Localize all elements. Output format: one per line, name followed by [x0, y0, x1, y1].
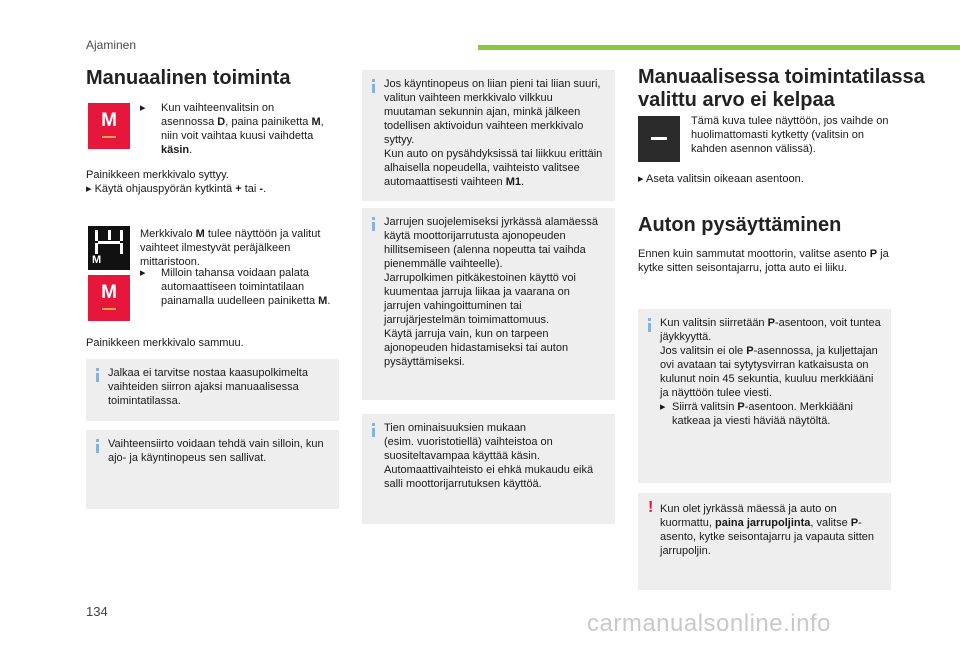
warning-panel-hill — [638, 493, 891, 590]
warning-hill-text: Kun olet jyrkässä mäessä ja auto on kuormattu, paina jarrupoljinta, valitse P-asento, kytke seisontajarru ja vapauta sitten jarrupoljin. — [660, 503, 875, 557]
note-engine-speed-b: Kun auto on pysähdyksissä tai liikkuu erittäin alhaisella nopeudella, vaihteisto valitsee automaattisesti vaihteen M1. — [384, 148, 603, 188]
note-park-c: ▸ Siirrä valitsin P-asentoon. Merkkiääni katkeaa ja viesti häviää näytöltä. — [660, 401, 853, 427]
warning-exclamation-icon: ! — [648, 499, 654, 516]
note-road-b: (esim. vuoristotiellä) vaihteistoa on suositeltavampaa käyttää käsin. — [384, 436, 553, 462]
note-road-a: Tien ominaisuuksien mukaan — [384, 422, 527, 434]
info-marker-line — [372, 84, 375, 93]
note-road-c: Automaattivaihteisto ei ehkä mukaudu eikä salli moottorijarrutuksen käyttöä. — [384, 464, 594, 490]
watermark: carmanualsonline.info — [587, 610, 831, 637]
note-panel-accelerator — [86, 359, 339, 421]
arrow-bullet-icon: ▸ — [638, 173, 646, 185]
note-engine-speed-a: Jos käyntinopeus on liian pieni tai liian suuri, valitun vaihteen merkkivalo vilkkuu muutaman sekunnin ajan, minkä jälkeen todellisen aktivoidun vaihteen merkkivalo syttyy. — [384, 78, 601, 146]
note-park-a: Kun valitsin siirretään P-asentoon, voit tuntea jäykkyyttä. — [660, 317, 881, 343]
note-braking-c: Käytä jarruja vain, kun on tarpeen ajonopeuden hidastamiseksi tai auton pysäyttämiseksi. — [384, 328, 569, 368]
gear-display-icon — [88, 226, 130, 270]
note-engine-braking-text — [384, 215, 605, 369]
dash-indicator — [651, 137, 667, 140]
set-selector-text: ▸ Aseta valitsin oikeaan asentoon. — [638, 173, 804, 185]
note-accelerator-text: Jalkaa ei tarvitse nostaa kaasupolkimelta vaihteiden siirron ajaksi manuaalisessa toimintatilassa. — [108, 367, 308, 407]
note-braking-a: Jarrujen suojelemiseksi jyrkässä alamäessä käytä moottorijarrutusta ajonopeuden hillitsemiseen (alenna nopeutta tai vaihda pienemmälle vaihteelle). — [384, 216, 598, 270]
arrow-bullet-icon: ▸ — [140, 102, 146, 114]
page-number: 134 — [86, 604, 108, 619]
indicator-on-text: Painikkeen merkkivalo syttyy. — [86, 169, 229, 181]
info-marker-line — [96, 373, 99, 382]
invalid-gear-display-icon — [638, 116, 680, 162]
info-marker-icon — [372, 423, 375, 426]
info-marker-icon — [96, 368, 99, 371]
m-button-icon-2 — [88, 275, 130, 321]
note-shift-condition-text: Vaihteensiirto voidaan tehdä vain silloin, kun ajo- ja käyntinopeus sen sallivat. — [108, 438, 324, 464]
info-marker-line — [96, 444, 99, 453]
info-marker-icon — [372, 217, 375, 220]
m-button-letter: M — [101, 110, 117, 131]
indicator-m-text: Merkkivalo M tulee näyttöön ja valitut vaihteet ilmestyvät peräjälkeen mittaristoon. — [140, 228, 321, 268]
info-marker-icon — [96, 439, 99, 442]
title-stopping: Auton pysäyttäminen — [638, 214, 842, 236]
note-road-conditions-text — [384, 421, 605, 491]
info-marker-line — [372, 222, 375, 231]
info-marker-icon — [372, 79, 375, 82]
info-marker-line — [648, 323, 651, 332]
info-marker-icon — [648, 318, 651, 321]
indicator-off-text: Painikkeen merkkivalo sammuu. — [86, 337, 244, 349]
step-select-d: ▸ Kun vaihteenvalitsin on asennossa D, paina painiketta M, niin voit vaihtaa kuusi vaihdetta käsin. — [140, 102, 324, 156]
arrow-bullet-icon: ▸ — [86, 183, 95, 195]
arrow-bullet-icon: ▸ — [660, 401, 666, 413]
note-panel-park-position — [638, 309, 891, 483]
note-panel-shift-condition — [86, 430, 339, 509]
invalid-display-text: Tämä kuva tulee näyttöön, jos vaihde on huolimattomasti kytketty (valitsin on kahden asennon välissä). — [691, 115, 889, 155]
section-rule — [478, 45, 960, 50]
note-braking-b: Jarrupolkimen pitkäkestoinen käyttö voi kuumentaa jarruja liikaa ja vaarana on jarrujen vahingoittuminen tai jarrujärjestelmän toimimattomuus. — [384, 272, 576, 326]
note-engine-speed-text — [384, 77, 605, 189]
title-invalid-selection: Manuaalisessa toimintatilassa valittu arvo ei kelpaa — [638, 66, 925, 111]
display-m-label: M — [92, 254, 102, 266]
arrow-bullet-icon: ▸ — [140, 267, 146, 279]
return-auto-text: ▸ Milloin tahansa voidaan palata automaattiseen toimintatilaan painamalla uudelleen painiketta M. — [140, 267, 331, 307]
note-panel-road-conditions — [362, 414, 615, 524]
info-marker-line — [372, 428, 375, 437]
stopping-text: Ennen kuin sammutat moottorin, valitse asento P ja kytke sitten seisontajarru, jotta auto ei liiku. — [638, 248, 889, 274]
section-header: Ajaminen — [86, 38, 137, 52]
paddle-instruction: ▸ Käytä ohjauspyörän kytkintä + tai -. — [86, 183, 267, 195]
m-button-indicator — [102, 308, 116, 310]
title-manual-mode: Manuaalinen toiminta — [86, 67, 291, 89]
note-park-position-text — [660, 316, 881, 428]
note-panel-engine-braking — [362, 208, 615, 400]
note-park-b: Jos valitsin ei ole P-asennossa, ja kuljettajan ovi avataan tai sytytysvirran katkaisusta on kulunut noin 45 sekuntia, kuuluu merkkiääni ja näyttöön tulee viesti. — [660, 345, 878, 399]
note-panel-engine-speed — [362, 70, 615, 201]
m-button-indicator — [102, 136, 116, 138]
m-button-icon — [88, 103, 130, 149]
m-button-letter: M — [101, 282, 117, 303]
